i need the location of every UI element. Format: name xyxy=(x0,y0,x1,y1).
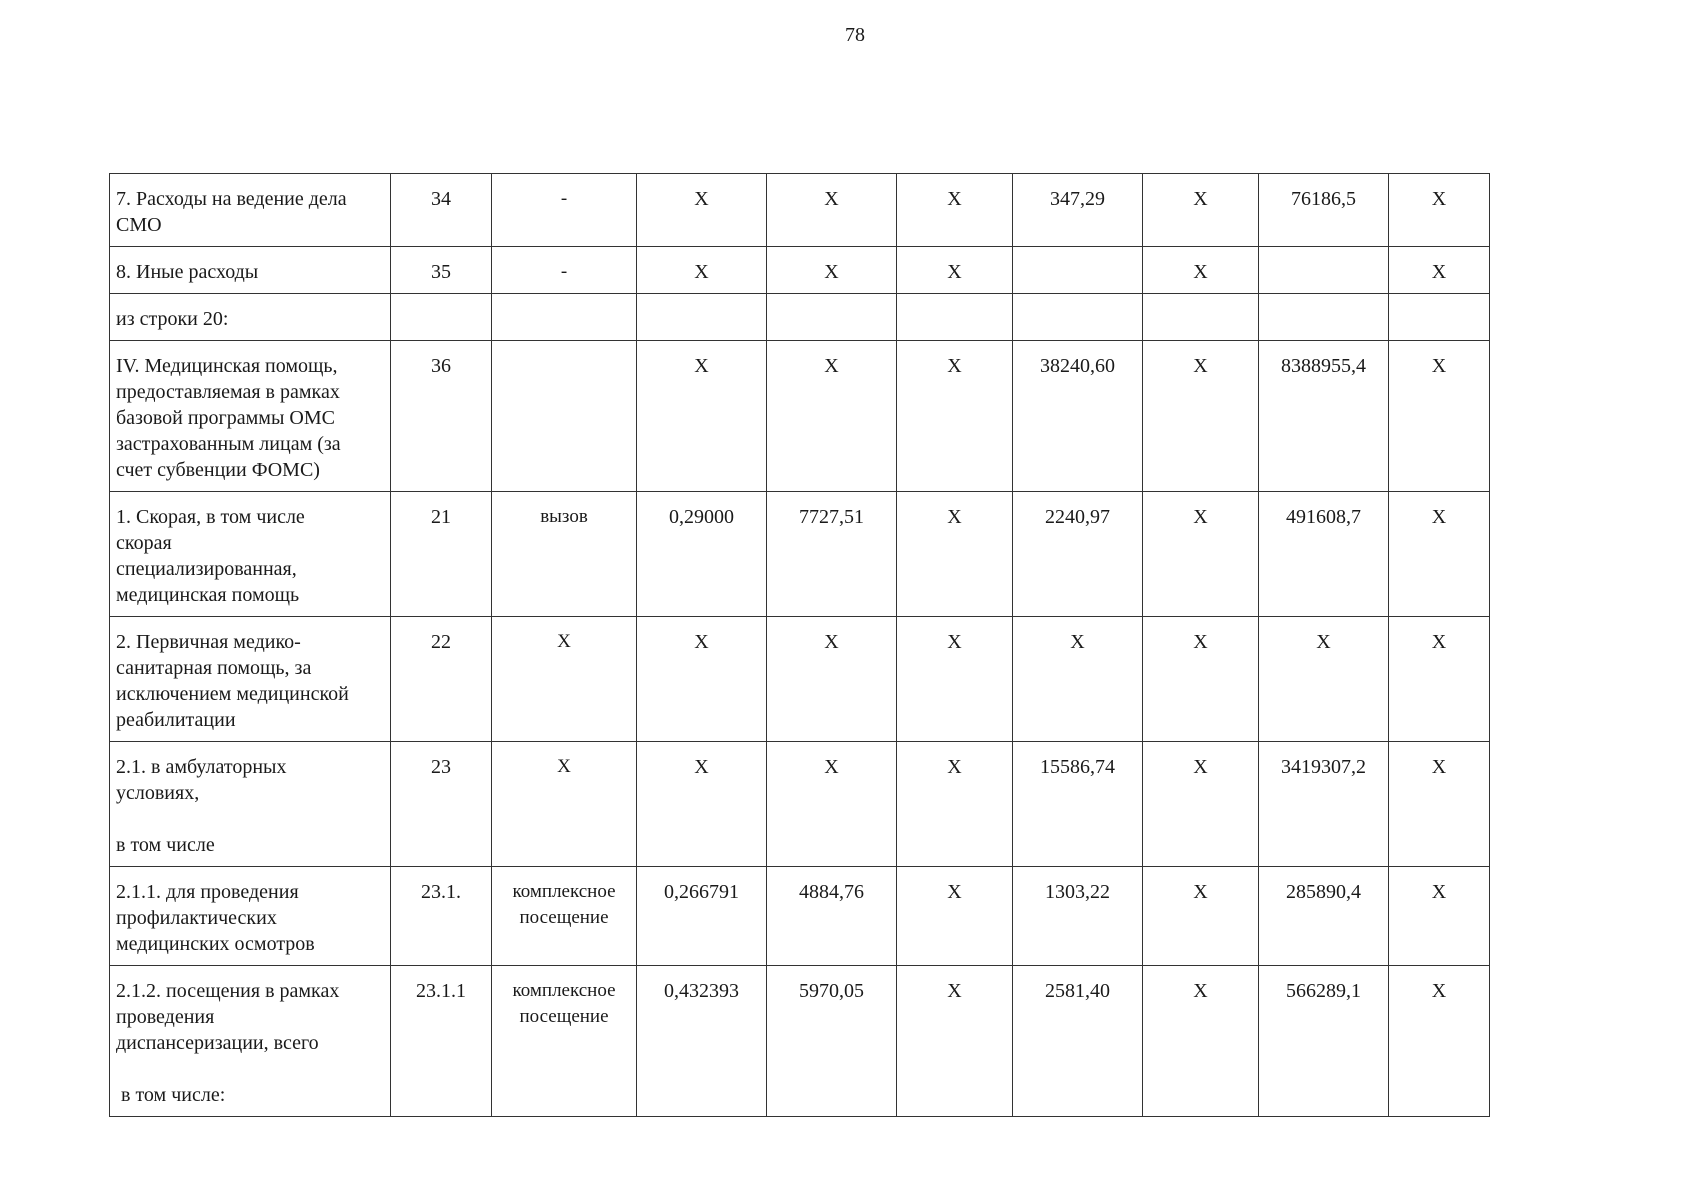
value-cell: 2240,97 xyxy=(1013,492,1143,617)
row-code-cell: 22 xyxy=(391,617,492,742)
table-row xyxy=(110,341,1490,492)
value-cell: X xyxy=(1013,617,1143,742)
row-code-cell xyxy=(391,294,492,341)
table-row xyxy=(110,247,1490,294)
row-name-line: санитарная помощь, за xyxy=(116,657,312,679)
row-name-line: скорая xyxy=(116,532,172,554)
value-cell: 7727,51 xyxy=(767,492,897,617)
row-name-line: специализированная, xyxy=(116,558,297,580)
unit-cell: X xyxy=(492,617,637,742)
row-name-text xyxy=(116,306,384,332)
row-name-cell xyxy=(110,617,391,742)
table-row xyxy=(110,174,1490,247)
value-cell: X xyxy=(1389,174,1490,247)
value-cell: 0,29000 xyxy=(637,492,767,617)
value-cell: X xyxy=(1143,341,1259,492)
row-name-line: счет субвенции ФОМС) xyxy=(116,459,320,481)
row-code-cell: 35 xyxy=(391,247,492,294)
unit-cell: X xyxy=(492,742,637,867)
value-cell: X xyxy=(897,341,1013,492)
row-name-line: 8. Иные расходы xyxy=(116,261,259,283)
value-cell: 491608,7 xyxy=(1259,492,1389,617)
value-cell: X xyxy=(767,617,897,742)
row-name-line: проведения xyxy=(116,1006,215,1028)
table-row xyxy=(110,742,1490,867)
value-cell: 2581,40 xyxy=(1013,966,1143,1117)
value-cell: 8388955,4 xyxy=(1259,341,1389,492)
value-cell: X xyxy=(767,247,897,294)
row-code-cell: 23 xyxy=(391,742,492,867)
value-cell xyxy=(897,294,1013,341)
row-name-line: СМО xyxy=(116,214,162,236)
value-cell: X xyxy=(897,492,1013,617)
data-table xyxy=(109,173,1490,1117)
value-cell xyxy=(1013,294,1143,341)
table-row xyxy=(110,867,1490,966)
row-name-gap xyxy=(116,1056,384,1082)
row-name-subnote: в том числе: xyxy=(116,1084,226,1106)
row-name-line: 2.1.2. посещения в рамках xyxy=(116,980,340,1002)
value-cell xyxy=(1259,247,1389,294)
unit-cell: - xyxy=(492,174,637,247)
value-cell: X xyxy=(1389,492,1490,617)
table-row xyxy=(110,617,1490,742)
value-cell: 566289,1 xyxy=(1259,966,1389,1117)
row-name-cell xyxy=(110,174,391,247)
row-code-cell: 23.1.1 xyxy=(391,966,492,1117)
value-cell: X xyxy=(637,617,767,742)
value-cell: 38240,60 xyxy=(1013,341,1143,492)
row-name-text xyxy=(116,879,384,957)
value-cell: X xyxy=(637,247,767,294)
value-cell: X xyxy=(1389,247,1490,294)
value-cell: X xyxy=(1143,247,1259,294)
value-cell: X xyxy=(1389,742,1490,867)
row-name-line: медицинских осмотров xyxy=(116,933,315,955)
row-name-text xyxy=(116,259,384,285)
row-name-text xyxy=(116,629,384,733)
value-cell: 76186,5 xyxy=(1259,174,1389,247)
value-cell: X xyxy=(897,966,1013,1117)
row-code-cell: 23.1. xyxy=(391,867,492,966)
value-cell: 5970,05 xyxy=(767,966,897,1117)
value-cell xyxy=(1259,294,1389,341)
row-name-cell xyxy=(110,867,391,966)
value-cell: X xyxy=(1143,867,1259,966)
row-name-line: застрахованным лицам (за xyxy=(116,433,341,455)
value-cell: 0,266791 xyxy=(637,867,767,966)
row-name-line: IV. Медицинская помощь, xyxy=(116,355,338,377)
value-cell: X xyxy=(637,174,767,247)
value-cell xyxy=(1143,294,1259,341)
row-name-line: из строки 20: xyxy=(116,308,229,330)
row-name-cell xyxy=(110,294,391,341)
row-name-cell xyxy=(110,492,391,617)
unit-cell: вызов xyxy=(492,492,637,617)
page-number: 78 xyxy=(845,24,865,46)
unit-cell xyxy=(492,341,637,492)
value-cell: 3419307,2 xyxy=(1259,742,1389,867)
row-code-cell: 21 xyxy=(391,492,492,617)
table-row xyxy=(110,492,1490,617)
value-cell: X xyxy=(1143,966,1259,1117)
row-name-line: базовой программы ОМС xyxy=(116,407,335,429)
value-cell: X xyxy=(897,174,1013,247)
value-cell: X xyxy=(1143,492,1259,617)
unit-cell: комплексное посещение xyxy=(492,867,637,966)
value-cell: 1303,22 xyxy=(1013,867,1143,966)
value-cell: X xyxy=(767,341,897,492)
value-cell: X xyxy=(897,617,1013,742)
row-name-line: профилактических xyxy=(116,907,277,929)
value-cell: X xyxy=(1389,966,1490,1117)
row-name-cell xyxy=(110,341,391,492)
row-name-cell xyxy=(110,247,391,294)
row-name-line: диспансеризации, всего xyxy=(116,1032,319,1054)
unit-cell: - xyxy=(492,247,637,294)
row-name-subnote: в том числе xyxy=(116,834,215,856)
value-cell: 15586,74 xyxy=(1013,742,1143,867)
row-name-line: 7. Расходы на ведение дела xyxy=(116,188,347,210)
value-cell: X xyxy=(1389,867,1490,966)
value-cell: X xyxy=(637,742,767,867)
row-name-line: 2. Первичная медико- xyxy=(116,631,301,653)
row-name-text xyxy=(116,353,384,483)
value-cell: X xyxy=(1389,341,1490,492)
row-name-line: 1. Скорая, в том числе xyxy=(116,506,305,528)
value-cell: X xyxy=(1259,617,1389,742)
value-cell: X xyxy=(897,742,1013,867)
row-name-cell xyxy=(110,742,391,867)
table-row xyxy=(110,966,1490,1117)
value-cell xyxy=(1389,294,1490,341)
row-name-line: реабилитации xyxy=(116,709,236,731)
row-name-text xyxy=(116,186,384,238)
row-name-gap xyxy=(116,806,384,832)
row-code-cell: 34 xyxy=(391,174,492,247)
table-row xyxy=(110,294,1490,341)
table-body xyxy=(110,174,1490,1117)
value-cell: 347,29 xyxy=(1013,174,1143,247)
row-name-text xyxy=(116,978,384,1108)
row-code-cell: 36 xyxy=(391,341,492,492)
value-cell: X xyxy=(637,341,767,492)
value-cell: 0,432393 xyxy=(637,966,767,1117)
value-cell: X xyxy=(1143,174,1259,247)
value-cell: 4884,76 xyxy=(767,867,897,966)
value-cell: X xyxy=(897,247,1013,294)
row-name-text xyxy=(116,754,384,858)
unit-cell: комплексное посещение xyxy=(492,966,637,1117)
row-name-line: условиях, xyxy=(116,782,200,804)
row-name-line: 2.1.1. для проведения xyxy=(116,881,299,903)
value-cell: X xyxy=(897,867,1013,966)
value-cell xyxy=(637,294,767,341)
value-cell xyxy=(1013,247,1143,294)
value-cell: X xyxy=(767,174,897,247)
value-cell: X xyxy=(1143,742,1259,867)
value-cell: X xyxy=(1389,617,1490,742)
row-name-line: 2.1. в амбулаторных xyxy=(116,756,287,778)
value-cell: X xyxy=(1143,617,1259,742)
value-cell: 285890,4 xyxy=(1259,867,1389,966)
value-cell: X xyxy=(767,742,897,867)
value-cell xyxy=(767,294,897,341)
row-name-line: исключением медицинской xyxy=(116,683,349,705)
row-name-line: предоставляемая в рамках xyxy=(116,381,340,403)
unit-cell xyxy=(492,294,637,341)
row-name-text xyxy=(116,504,384,608)
row-name-line: медицинская помощь xyxy=(116,584,300,606)
row-name-cell xyxy=(110,966,391,1117)
